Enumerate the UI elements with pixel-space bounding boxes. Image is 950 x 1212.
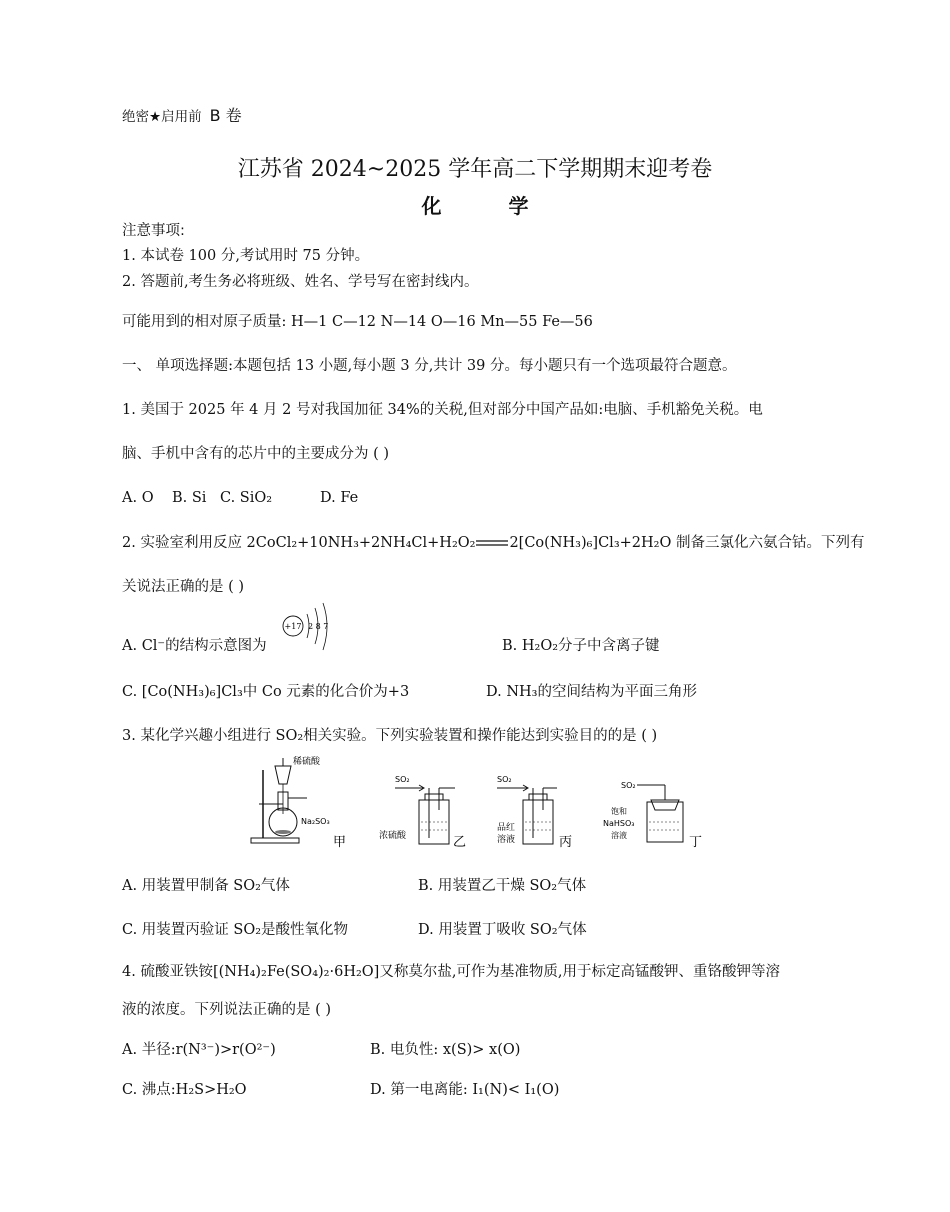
notes-heading: 注意事项: xyxy=(122,223,185,239)
secret-label: 绝密★启用前 xyxy=(122,109,202,125)
subject-title: 化 学 xyxy=(421,194,559,218)
nucleus-charge: +17 xyxy=(284,622,302,631)
equation-equals-icon xyxy=(475,538,509,548)
app3-liquid-label-1: 品红 xyxy=(497,823,516,833)
note-item-2: 2. 答题前,考生务必将班级、姓名、学号写在密封线内。 xyxy=(122,274,479,290)
q3-option-a: A. 用装置甲制备 SO₂气体 xyxy=(122,878,290,894)
q3-stem: 3. 某化学兴趣小组进行 SO₂相关实验。下列实验装置和操作能达到实验目的的是 ( ) xyxy=(122,728,658,744)
section-one-heading: 一、 单项选择题:本题包括 13 小题,每小题 3 分,共计 39 分。每小题只有一个选项最符合题意。 xyxy=(122,358,737,374)
q2-equation-left: 2. 实验室利用反应 2CoCl₂+10NH₃+2NH₄Cl+H₂O₂ xyxy=(122,535,476,551)
apparatus-jia xyxy=(251,755,346,850)
q4-stem-line2: 液的浓度。下列说法正确的是 ( ) xyxy=(122,1002,332,1018)
header-secret xyxy=(122,106,242,127)
app4-name-label: 丁 xyxy=(689,835,703,850)
app2-name-label: 乙 xyxy=(453,835,467,850)
app1-reagent-label: 稀硫酸 xyxy=(293,757,321,767)
q2-stem-line1 xyxy=(122,533,864,553)
apparatus-bing xyxy=(497,775,572,850)
cl-ion-structure-diagram xyxy=(280,600,340,656)
q4-stem-line1: 4. 硫酸亚铁铵[(NH₄)₂Fe(SO₄)₂·6H₂O]又称莫尔盐,可作为基准物质,用于标定高锰酸钾、重铬酸钾等溶 xyxy=(122,964,781,980)
q1-option-c: C. SiO₂ xyxy=(220,490,273,506)
q2-option-a: A. Cl⁻的结构示意图为 xyxy=(122,638,267,654)
q1-option-d: D. Fe xyxy=(320,490,359,506)
q3-option-c: C. 用装置丙验证 SO₂是酸性氧化物 xyxy=(122,922,349,938)
app3-liquid-label-2: 溶液 xyxy=(497,835,516,845)
q3-option-b: B. 用装置乙干燥 SO₂气体 xyxy=(418,878,587,894)
q3-option-d: D. 用装置丁吸收 SO₂气体 xyxy=(418,922,587,938)
app4-liquid-label-2: NaHSO₃ xyxy=(603,819,635,828)
app3-name-label: 丙 xyxy=(559,835,573,850)
q2-stem-line2: 关说法正确的是 ( ) xyxy=(122,579,245,595)
shell-electrons: 2 8 7 xyxy=(308,622,329,631)
app4-liquid-label-1: 饱和 xyxy=(611,807,627,816)
q4-option-d: D. 第一电离能: I₁(N)< I₁(O) xyxy=(370,1082,560,1098)
app1-name-label: 甲 xyxy=(333,835,347,850)
app3-gas-label: SO₂ xyxy=(497,775,512,784)
q2-equation-right: 2[Co(NH₃)₆]Cl₃+2H₂O 制备三氯化六氨合钴。下列有 xyxy=(509,535,865,551)
app2-gas-label: SO₂ xyxy=(395,775,410,784)
q1-stem-line2: 脑、手机中含有的芯片中的主要成分为 ( ) xyxy=(122,446,390,462)
q2-option-d: D. NH₃的空间结构为平面三角形 xyxy=(486,684,697,700)
q1-option-b: B. Si xyxy=(172,490,207,506)
note-item-1: 1. 本试卷 100 分,考试用时 75 分钟。 xyxy=(122,248,370,264)
q4-option-c: C. 沸点:H₂S>H₂O xyxy=(122,1082,247,1098)
q2-option-b: B. H₂O₂分子中含离子键 xyxy=(502,638,660,654)
atomic-mass-line: 可能用到的相对原子质量: H—1 C—12 N—14 O—16 Mn—55 Fe—56 xyxy=(122,314,593,330)
q3-apparatus-figure xyxy=(245,752,715,852)
q4-option-a: A. 半径:r(N³⁻)>r(O²⁻) xyxy=(122,1042,276,1058)
q2-option-c: C. [Co(NH₃)₆]Cl₃中 Co 元素的化合价为+3 xyxy=(122,684,410,700)
exam-title: 江苏省 2024~2025 学年高二下学期期末迎考卷 xyxy=(237,157,713,182)
q4-option-b: B. 电负性: x(S)> x(O) xyxy=(370,1042,521,1058)
apparatus-yi xyxy=(379,775,466,850)
q1-option-a: A. O xyxy=(122,490,154,506)
app4-gas-label: SO₂ xyxy=(621,781,636,790)
app4-liquid-label-3: 溶液 xyxy=(611,831,627,840)
app2-liquid-label: 浓硫酸 xyxy=(379,831,407,841)
app1-solid-label: Na₂SO₃ xyxy=(301,817,330,826)
q1-stem-line1: 1. 美国于 2025 年 4 月 2 号对我国加征 34%的关税,但对部分中国产品如:电脑、手机豁免关税。电 xyxy=(122,402,763,418)
version-label: B 卷 xyxy=(209,106,242,125)
apparatus-ding xyxy=(603,781,702,850)
